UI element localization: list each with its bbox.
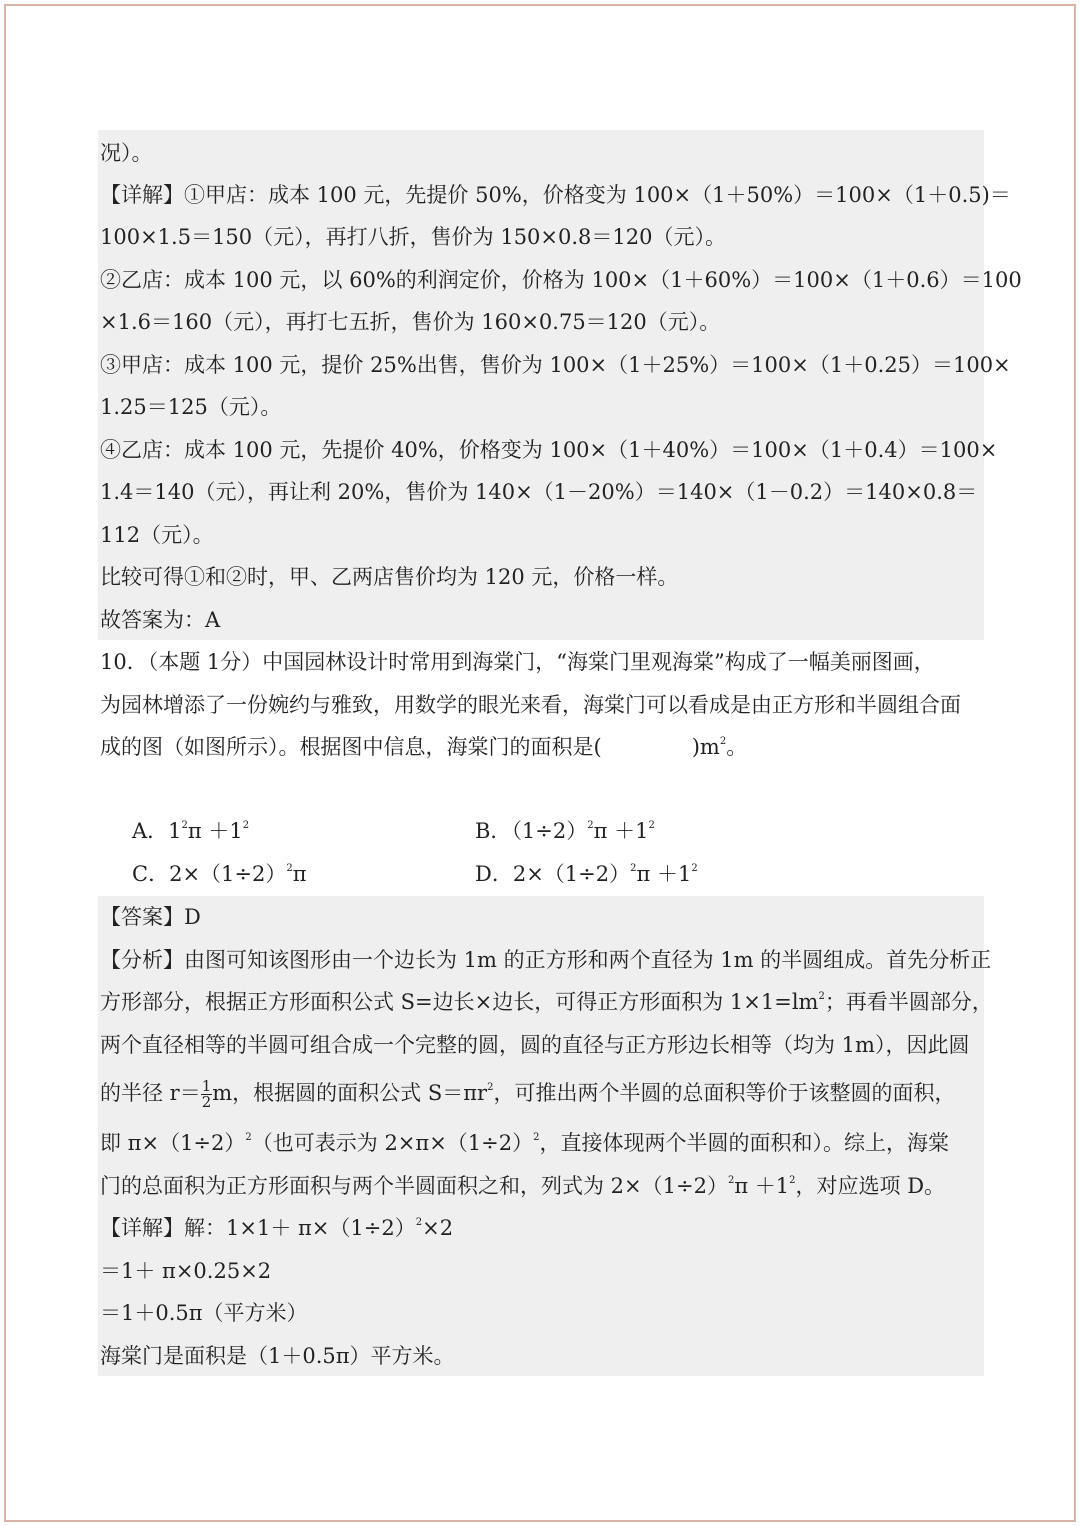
- solution9-line-2: 【详解】①甲店：成本 100 元，先提价 50%，价格变为 100×（1＋50%）＝100×（1＋0.5)＝: [100, 183, 1011, 207]
- sup: 2: [415, 1217, 423, 1228]
- option-d: [475, 859, 698, 889]
- solution9-line-1: 况）。: [100, 141, 153, 165]
- answer10-analysis-2: [100, 987, 993, 1017]
- solution9-line-12: 故答案为：A: [100, 608, 221, 632]
- fraction-numerator: 1: [201, 1077, 212, 1095]
- solution9-line-11: 比较可得①和②时，甲、乙两店售价均为 120 元，价格一样。: [100, 565, 679, 589]
- text: ；再看半圆部分，: [824, 990, 993, 1014]
- sup: 2: [286, 863, 293, 874]
- option-c-text: 2×（1÷2）: [169, 862, 287, 886]
- sup: 2: [533, 1132, 540, 1143]
- question10-line-1: 10．（本题 1分）中国园林设计时常用到海棠门，“海棠门里观海棠”构成了一幅美丽图画，: [100, 650, 935, 674]
- text: （也可表示为 2×π×（1÷2）: [251, 1131, 534, 1155]
- text: ，直接体现两个半圆的面积和）。综上，海棠: [539, 1131, 949, 1155]
- question10-unit: )m: [691, 735, 720, 759]
- question10-text: 成的图（如图所示）。根据图中信息，海棠门的面积是(: [100, 735, 602, 759]
- sup: 2: [245, 1132, 252, 1143]
- answer10-analysis-3: 两个直径相等的半圆可组合成一个完整的圆，圆的直径与正方形边长相等（均为 1m），因此圆: [100, 1033, 970, 1057]
- answer10-detail-1: [100, 1213, 453, 1243]
- option-a-text: π ＋1: [187, 819, 243, 843]
- sup: 2: [691, 863, 698, 874]
- option-b-text: （1÷2）: [511, 819, 588, 843]
- sup: 2: [719, 736, 727, 747]
- solution9-line-3: 100×1.5＝150（元），再打八折，售价为 150×0.8＝120（元）。: [100, 225, 726, 249]
- sup: 2: [789, 1175, 796, 1186]
- text: m，根据圆的面积公式 S＝πr: [212, 1081, 488, 1105]
- sup: 2: [648, 820, 655, 831]
- text: 【详解】解：1×1＋ π×（1÷2）: [100, 1216, 416, 1240]
- solution9-line-6: ③甲店：成本 100 元，提价 25%出售，售价为 100×（1＋25%）＝100×（1＋0.25）＝100×: [100, 353, 1011, 377]
- sup: 2: [242, 820, 250, 831]
- option-c: [132, 859, 307, 889]
- sup: 2: [181, 820, 188, 831]
- option-d-text: 2×（1÷2）: [512, 862, 631, 886]
- solution9-line-8: ④乙店：成本 100 元，先提价 40%，价格变为 100×（1＋40%）＝100×（1＋0.4）＝100×: [100, 438, 998, 462]
- option-b-label: B．: [475, 819, 512, 843]
- option-a-text: 1: [168, 819, 182, 843]
- option-b-text: π ＋1: [593, 819, 649, 843]
- sup: 2: [630, 863, 637, 874]
- option-d-text: π ＋1: [636, 862, 692, 886]
- question10-line-2: 为园林增添了一份婉约与雅致，用数学的眼光来看，海棠门可以看成是由正方形和半圆组合面: [100, 693, 961, 717]
- answer10-detail-2: ＝1＋ π×0.25×2: [100, 1259, 272, 1283]
- option-b: [475, 816, 655, 846]
- answer10-answer: 【答案】D: [100, 905, 201, 929]
- solution9-line-5: ×1.6＝160（元），再打七五折，售价为 160×0.75＝120（元）。: [100, 310, 721, 334]
- answer10-detail-4: 海棠门是面积是（1＋0.5π）平方米。: [100, 1344, 455, 1368]
- text: 门的总面积为正方形面积与两个半圆面积之和，列式为 2×（1÷2）: [100, 1174, 728, 1198]
- text: ，可推出两个半圆的总面积等价于该整圆的面积，: [493, 1081, 956, 1105]
- question10-line-3: [100, 732, 747, 762]
- solution9-line-9: 1.4＝140（元），再让利 20%，售价为 140×（1－20%）＝140×（1－0.2）＝140×0.8＝: [100, 480, 978, 504]
- answer10-analysis-5: [100, 1128, 949, 1158]
- fraction-denominator: 2: [201, 1093, 212, 1111]
- text: 的半径 r＝: [100, 1081, 201, 1105]
- answer10-detail-3: ＝1＋0.5π（平方米）: [100, 1301, 308, 1325]
- fraction-one-half: [201, 1079, 213, 1110]
- text: 方形部分，根据正方形面积公式 S=边长×边长，可得正方形面积为 1×1=lm: [100, 990, 819, 1014]
- text: ，对应选项 D。: [795, 1174, 946, 1198]
- sup: 2: [818, 991, 825, 1002]
- option-a: [132, 816, 249, 846]
- answer10-analysis-6: [100, 1171, 945, 1201]
- text: ×2: [422, 1216, 454, 1240]
- sup: 2: [727, 1175, 735, 1186]
- sup: 2: [587, 820, 594, 831]
- solution9-line-10: 112（元）。: [100, 523, 214, 547]
- option-a-label: A．: [132, 819, 169, 843]
- solution9-line-4: ②乙店：成本 100 元，以 60%的利润定价，价格为 100×（1＋60%）＝100×（1＋0.6）＝100: [100, 268, 1022, 292]
- text: 即 π×（1÷2）: [100, 1131, 246, 1155]
- option-c-label: C．: [132, 862, 170, 886]
- text: π ＋1: [734, 1174, 790, 1198]
- sup: 2: [487, 1082, 494, 1093]
- solution9-line-7: 1.25＝125（元）。: [100, 395, 282, 419]
- answer10-analysis-4: [100, 1078, 955, 1110]
- question10-end: 。: [726, 735, 748, 759]
- option-d-label: D．: [475, 862, 513, 886]
- option-c-text: π: [292, 862, 307, 886]
- answer10-analysis-1: 【分析】由图可知该图形由一个边长为 1m 的正方形和两个直径为 1m 的半圆组成。首先分析正: [100, 948, 992, 972]
